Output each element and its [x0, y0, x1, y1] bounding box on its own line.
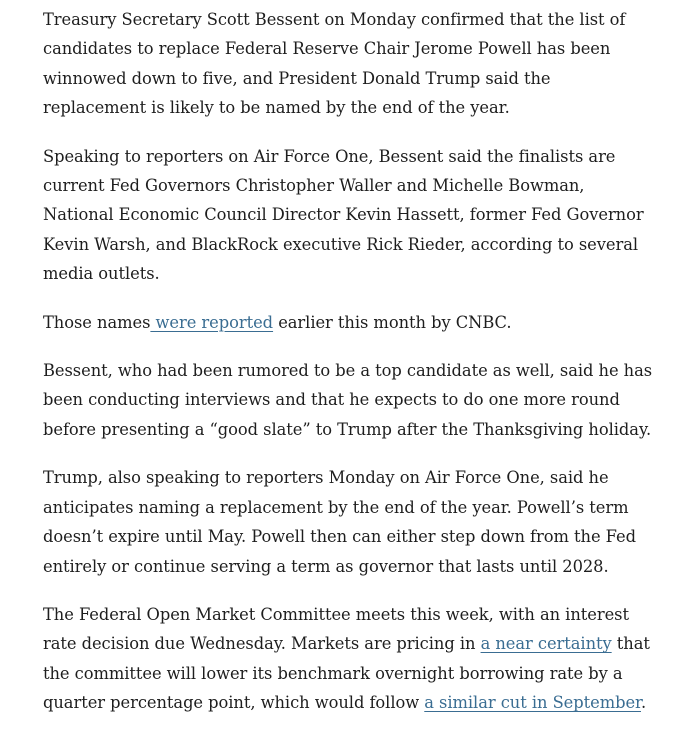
near-certainty-link[interactable]: a near certainty — [480, 634, 612, 654]
paragraph-3-text-after: earlier this month by CNBC. — [273, 312, 512, 332]
paragraph-6 — [43, 600, 658, 718]
paragraph-3 — [43, 308, 658, 337]
paragraph-2: Speaking to reporters on Air Force One, Bessent said the finalists are current Fed Governors Christopher Waller and Michelle Bowman, National Economic Council Director Kevin Hassett, former Fed Governor Kevin Warsh, and BlackRock executive Rick Rieder, according to several media outlets. — [43, 146, 644, 284]
paragraph-3-text-before: Those names — [43, 312, 151, 332]
paragraph-6-text-after: . — [641, 693, 647, 713]
paragraph-4: Bessent, who had been rumored to be a top candidate as well, said he has been conducting interviews and that he expects to do one more round before presenting a “good slate” to Trump after the Thanksgiving holiday. — [43, 361, 653, 439]
paragraph-6-text-middle: that the committee will lower its benchmark overnight borrowing rate by a quarter percentage point, which would follow — [43, 634, 650, 713]
paragraph-6-text-before: The Federal Open Market Committee meets this week, with an interest rate decision due Wednesday. Markets are pricing in — [43, 604, 629, 654]
paragraph-1: Treasury Secretary Scott Bessent on Monday confirmed that the list of candidates to replace Federal Reserve Chair Jerome Powell has been winnowed down to five, and President Donald Trump said the replacement is likely to be named by the end of the year. — [43, 10, 626, 118]
paragraph-5: Trump, also speaking to reporters Monday on Air Force One, said he anticipates naming a replacement by the end of the year. Powell’s term doesn’t expire until May. Powell then can either step down from the Fed entirely or continue serving a term as governor that lasts until 2028. — [43, 468, 636, 576]
article-body — [43, 5, 658, 737]
similar-cut-september-link[interactable]: a similar cut in September — [424, 693, 641, 713]
were-reported-link[interactable]: were reported — [150, 312, 274, 332]
